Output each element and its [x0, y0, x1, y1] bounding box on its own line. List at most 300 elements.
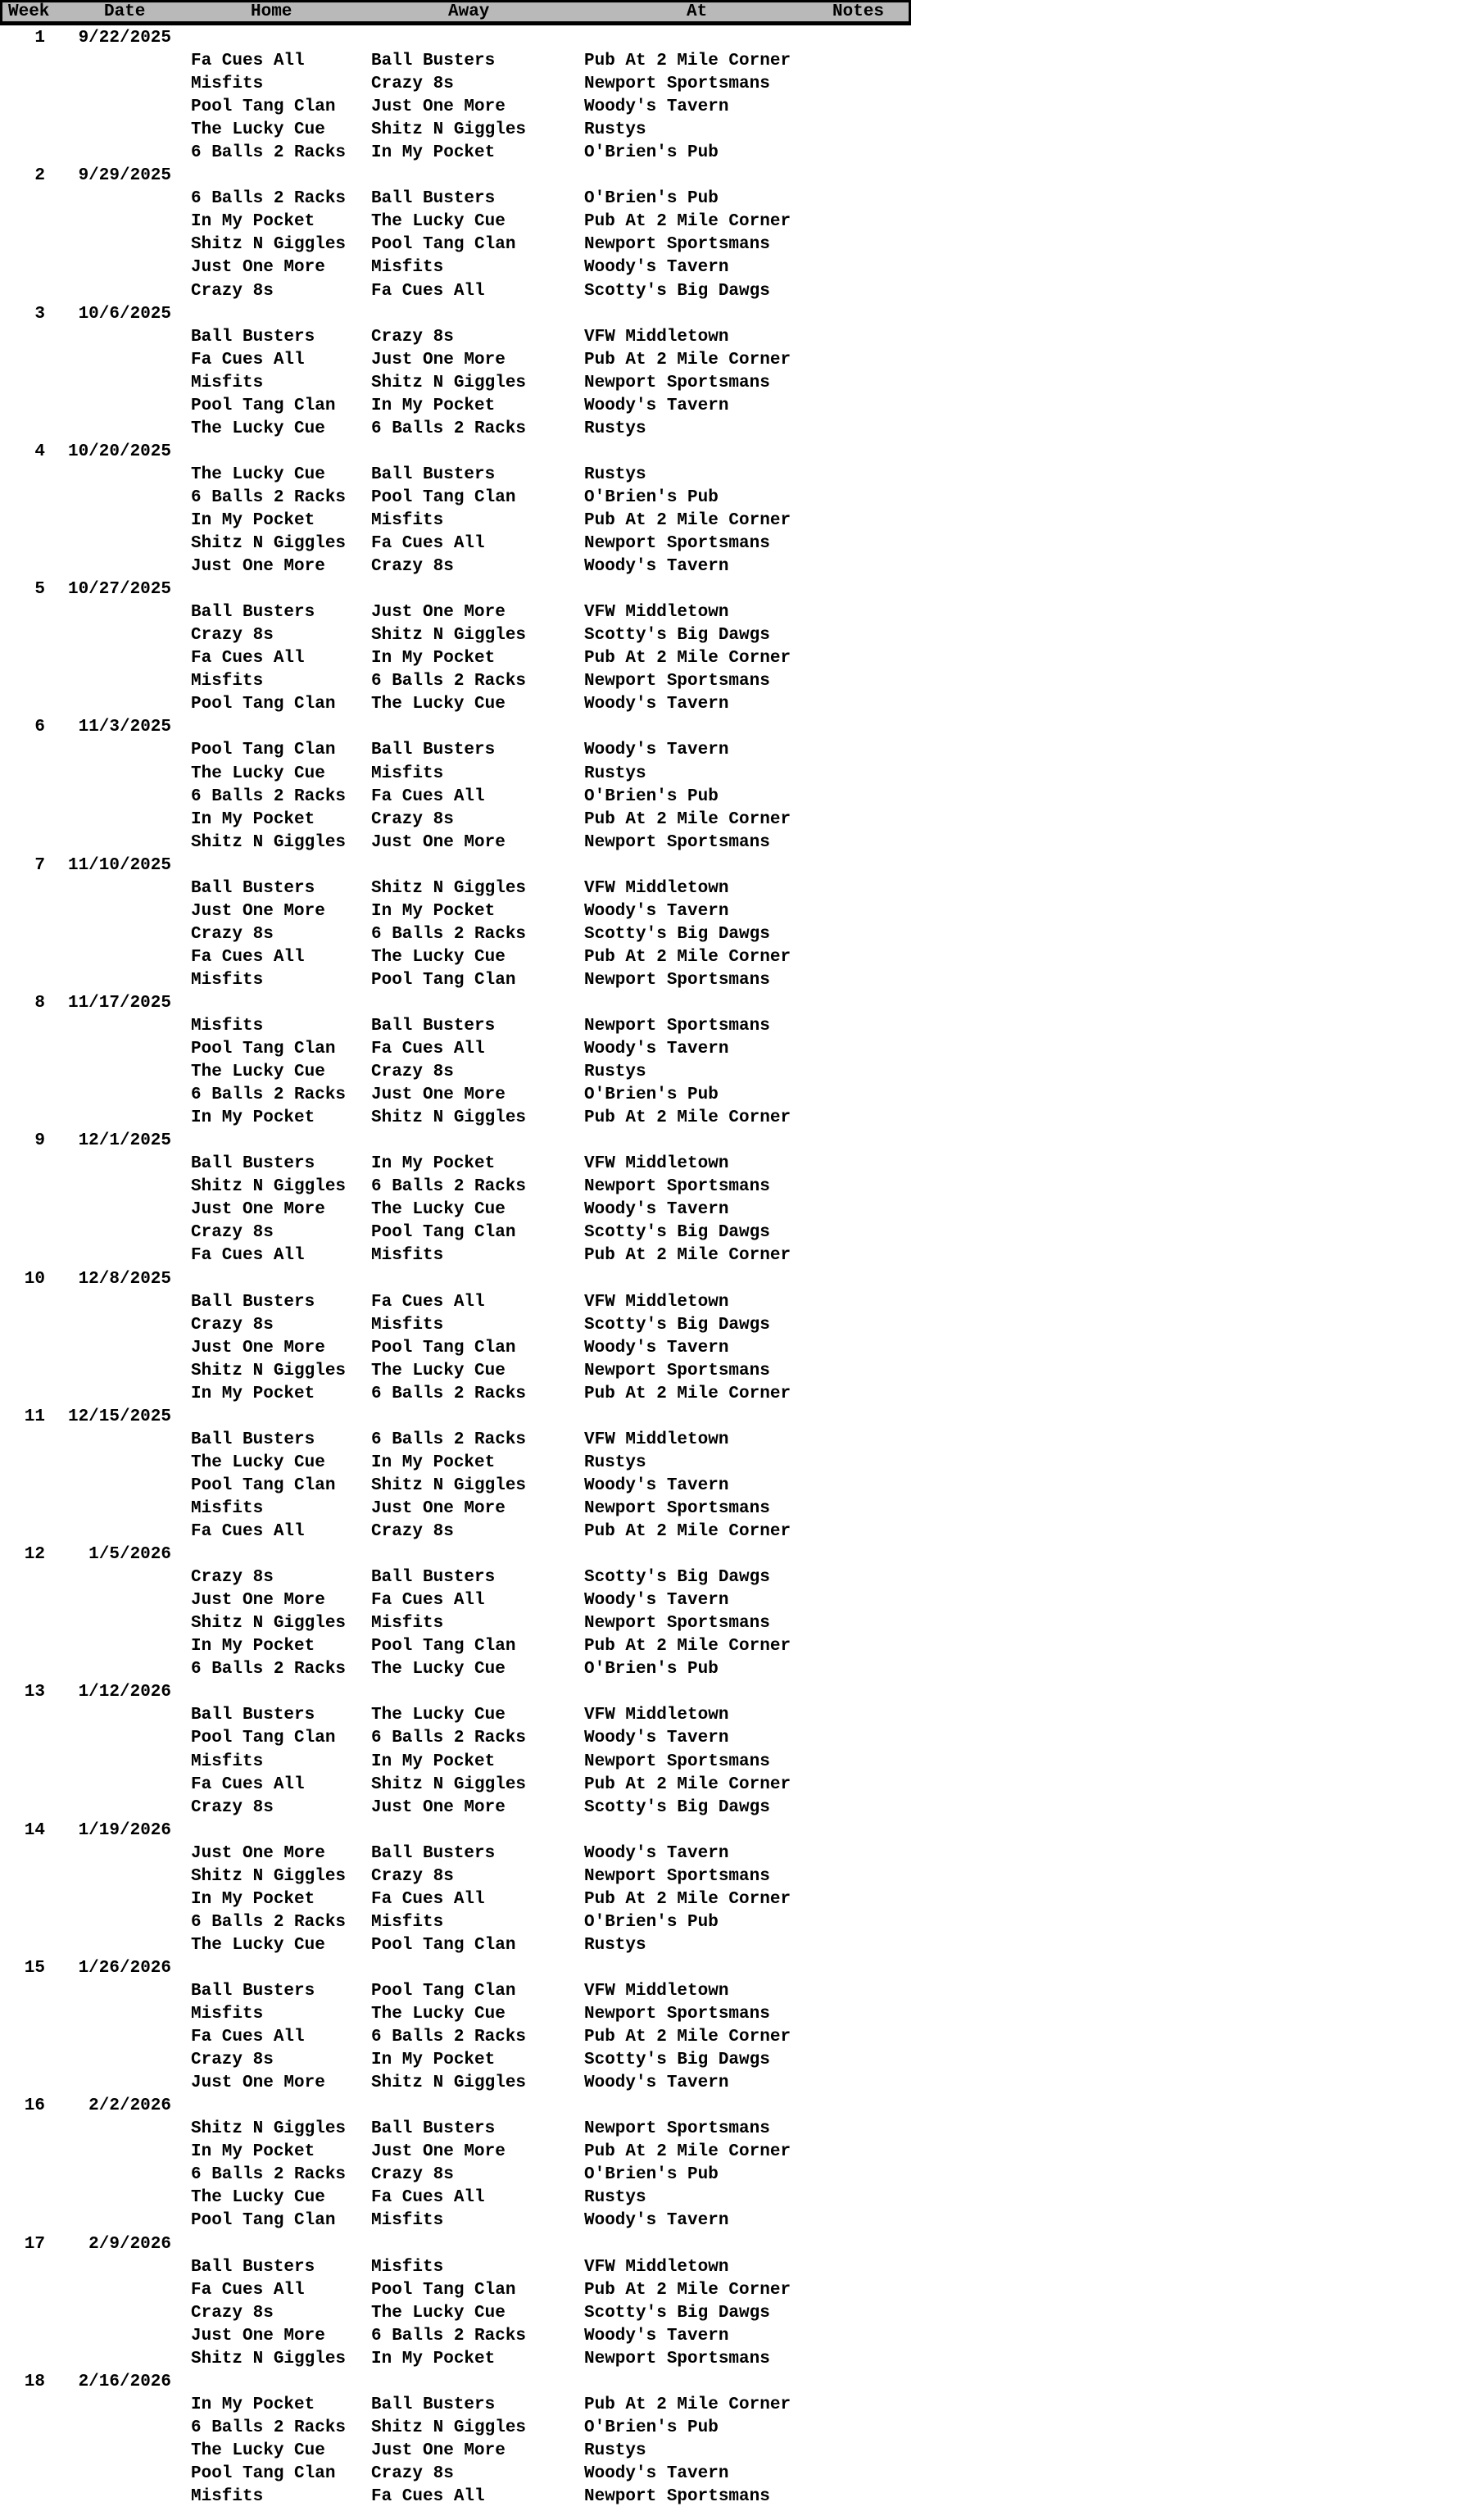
week-row	[0, 441, 1469, 464]
venue: Pub At 2 Mile Corner	[584, 1246, 791, 1266]
away-team: Just One More	[371, 832, 506, 852]
match-row	[0, 256, 1469, 279]
home-team: Shitz N Giggles	[191, 832, 347, 852]
table-header	[0, 0, 911, 25]
match-row	[0, 1774, 1469, 1797]
venue: Pub At 2 Mile Corner	[584, 809, 791, 829]
venue: Pub At 2 Mile Corner	[584, 1637, 791, 1657]
match-row	[0, 1612, 1469, 1635]
home-team: Ball Busters	[191, 1981, 315, 2001]
match-row	[0, 1084, 1469, 1107]
home-team: Shitz N Giggles	[191, 235, 347, 255]
home-team: Shitz N Giggles	[191, 534, 347, 554]
away-team: 6 Balls 2 Racks	[371, 672, 527, 691]
week-date: 10/6/2025	[78, 304, 171, 324]
venue: Woody's Tavern	[584, 901, 729, 921]
home-team: Fa Cues All	[191, 1522, 305, 1542]
week-number: 9	[34, 1131, 45, 1151]
venue: Pub At 2 Mile Corner	[584, 350, 791, 369]
venue: Newport Sportsmans	[584, 534, 770, 554]
home-team: Ball Busters	[191, 603, 315, 623]
home-team: 6 Balls 2 Racks	[191, 786, 347, 806]
away-team: Shitz N Giggles	[371, 1774, 527, 1794]
home-team: The Lucky Cue	[191, 1935, 325, 1955]
home-team: 6 Balls 2 Racks	[191, 1086, 347, 1105]
week-date: 9/29/2025	[78, 166, 171, 186]
venue: Rustys	[584, 120, 646, 140]
venue: VFW Middletown	[584, 1154, 729, 1174]
away-team: Shitz N Giggles	[371, 120, 527, 140]
home-team: Pool Tang Clan	[191, 741, 336, 760]
venue: Woody's Tavern	[584, 741, 729, 760]
match-row	[0, 1221, 1469, 1244]
home-team: Just One More	[191, 1843, 325, 1863]
away-team: Ball Busters	[371, 52, 496, 71]
venue: VFW Middletown	[584, 2257, 729, 2277]
away-team: The Lucky Cue	[371, 2303, 506, 2323]
venue: Newport Sportsmans	[584, 2487, 770, 2507]
home-team: Just One More	[191, 1591, 325, 1611]
home-team: Fa Cues All	[191, 52, 305, 71]
column-header-away: Away	[448, 2, 490, 21]
venue: Scotty's Big Dawgs	[584, 1797, 770, 1817]
away-team: Crazy 8s	[371, 327, 454, 347]
match-row	[0, 877, 1469, 900]
venue: Rustys	[584, 1063, 646, 1082]
match-row	[0, 1038, 1469, 1061]
venue: Woody's Tavern	[584, 557, 729, 577]
home-team: Fa Cues All	[191, 1774, 305, 1794]
home-team: The Lucky Cue	[191, 419, 325, 438]
home-team: Pool Tang Clan	[191, 1475, 336, 1495]
home-team: Misfits	[191, 2487, 264, 2507]
away-team: In My Pocket	[371, 1453, 496, 1472]
column-header-notes: Notes	[832, 2, 885, 21]
away-team: 6 Balls 2 Racks	[371, 2326, 527, 2346]
week-number: 2	[34, 166, 45, 186]
week-row	[0, 1406, 1469, 1429]
week-number: 14	[24, 1820, 45, 1840]
match-row	[0, 2348, 1469, 2371]
match-row	[0, 372, 1469, 395]
week-date: 10/27/2025	[67, 580, 171, 600]
home-team: Just One More	[191, 1338, 325, 1357]
match-row	[0, 670, 1469, 693]
match-row	[0, 2072, 1469, 2095]
match-row	[0, 1751, 1469, 1774]
away-team: Shitz N Giggles	[371, 2074, 527, 2093]
match-row	[0, 142, 1469, 165]
venue: Scotty's Big Dawgs	[584, 1223, 770, 1243]
week-row	[0, 716, 1469, 739]
week-number: 16	[24, 2096, 45, 2116]
home-team: Just One More	[191, 2074, 325, 2093]
match-row	[0, 487, 1469, 510]
match-row	[0, 763, 1469, 786]
venue: Pub At 2 Mile Corner	[584, 1889, 791, 1909]
away-team: Shitz N Giggles	[371, 373, 527, 392]
away-team: 6 Balls 2 Racks	[371, 419, 527, 438]
away-team: 6 Balls 2 Racks	[371, 924, 527, 944]
venue: Pub At 2 Mile Corner	[584, 52, 791, 71]
home-team: Shitz N Giggles	[191, 2349, 347, 2368]
home-team: Misfits	[191, 1499, 264, 1518]
match-row	[0, 2003, 1469, 2026]
week-number: 6	[34, 718, 45, 737]
match-row	[0, 96, 1469, 119]
week-row	[0, 992, 1469, 1015]
match-row	[0, 1635, 1469, 1658]
venue: Rustys	[584, 764, 646, 783]
away-team: Just One More	[371, 350, 506, 369]
away-team: 6 Balls 2 Racks	[371, 1384, 527, 1403]
home-team: Crazy 8s	[191, 2051, 274, 2070]
away-team: 6 Balls 2 Racks	[371, 1430, 527, 1449]
away-team: Fa Cues All	[371, 2188, 485, 2208]
away-team: 6 Balls 2 Racks	[371, 2028, 527, 2047]
away-team: Pool Tang Clan	[371, 1981, 516, 2001]
away-team: Fa Cues All	[371, 1591, 485, 1611]
week-row	[0, 854, 1469, 877]
week-date: 12/8/2025	[78, 1269, 171, 1289]
away-team: Just One More	[371, 1797, 506, 1817]
week-row	[0, 1130, 1469, 1153]
week-number: 13	[24, 1683, 45, 1702]
venue: O'Brien's Pub	[584, 1660, 719, 1679]
venue: Scotty's Big Dawgs	[584, 626, 770, 646]
away-team: Crazy 8s	[371, 2165, 454, 2185]
away-team: Ball Busters	[371, 2395, 496, 2414]
match-row	[0, 1360, 1469, 1383]
match-row	[0, 280, 1469, 303]
week-date: 1/26/2026	[78, 1958, 171, 1978]
match-row	[0, 2049, 1469, 2072]
week-date: 10/20/2025	[67, 442, 171, 461]
venue: VFW Middletown	[584, 878, 729, 898]
match-row	[0, 1842, 1469, 1865]
home-team: In My Pocket	[191, 212, 315, 232]
away-team: The Lucky Cue	[371, 1200, 506, 1220]
venue: O'Brien's Pub	[584, 1086, 719, 1105]
venue: Newport Sportsmans	[584, 1614, 770, 1634]
match-row	[0, 2164, 1469, 2187]
week-date: 11/10/2025	[67, 855, 171, 875]
home-team: Crazy 8s	[191, 2303, 274, 2323]
away-team: Pool Tang Clan	[371, 1935, 516, 1955]
away-team: Shitz N Giggles	[371, 1108, 527, 1128]
venue: Newport Sportsmans	[584, 235, 770, 255]
venue: Newport Sportsmans	[584, 75, 770, 94]
match-row	[0, 1498, 1469, 1521]
venue: Newport Sportsmans	[584, 1361, 770, 1380]
away-team: Fa Cues All	[371, 1040, 485, 1059]
venue: Pub At 2 Mile Corner	[584, 649, 791, 669]
away-team: Crazy 8s	[371, 1866, 454, 1886]
venue: Scotty's Big Dawgs	[584, 924, 770, 944]
match-row	[0, 533, 1469, 555]
week-number: 18	[24, 2372, 45, 2391]
week-number: 15	[24, 1958, 45, 1978]
away-team: Just One More	[371, 2441, 506, 2460]
venue: VFW Middletown	[584, 603, 729, 623]
venue: Newport Sportsmans	[584, 970, 770, 990]
home-team: Just One More	[191, 2326, 325, 2346]
match-row	[0, 1199, 1469, 1221]
week-row	[0, 1820, 1469, 1842]
week-row	[0, 27, 1469, 50]
venue: Newport Sportsmans	[584, 2349, 770, 2368]
match-row	[0, 349, 1469, 372]
home-team: Crazy 8s	[191, 281, 274, 301]
venue: Newport Sportsmans	[584, 373, 770, 392]
match-row	[0, 119, 1469, 142]
home-team: 6 Balls 2 Racks	[191, 1912, 347, 1932]
match-row	[0, 1153, 1469, 1176]
home-team: In My Pocket	[191, 2142, 315, 2162]
match-row	[0, 395, 1469, 418]
match-row	[0, 1475, 1469, 1498]
home-team: Pool Tang Clan	[191, 1040, 336, 1059]
venue: Woody's Tavern	[584, 1729, 729, 1748]
away-team: Just One More	[371, 603, 506, 623]
venue: Woody's Tavern	[584, 1591, 729, 1611]
home-team: Ball Busters	[191, 327, 315, 347]
week-date: 12/15/2025	[67, 1407, 171, 1426]
venue: Woody's Tavern	[584, 1040, 729, 1059]
venue: O'Brien's Pub	[584, 2165, 719, 2185]
match-row	[0, 923, 1469, 946]
home-team: Ball Busters	[191, 1706, 315, 1725]
home-team: Pool Tang Clan	[191, 396, 336, 415]
home-team: 6 Balls 2 Racks	[191, 143, 347, 163]
match-row	[0, 900, 1469, 923]
match-row	[0, 2118, 1469, 2141]
home-team: Just One More	[191, 1200, 325, 1220]
away-team: In My Pocket	[371, 649, 496, 669]
home-team: Misfits	[191, 1752, 264, 1771]
match-row	[0, 1888, 1469, 1911]
venue: O'Brien's Pub	[584, 143, 719, 163]
away-team: Ball Busters	[371, 1568, 496, 1588]
home-team: 6 Balls 2 Racks	[191, 2418, 347, 2437]
match-row	[0, 2187, 1469, 2210]
venue: Pub At 2 Mile Corner	[584, 2395, 791, 2414]
match-row	[0, 1704, 1469, 1727]
home-team: Shitz N Giggles	[191, 1614, 347, 1634]
venue: Scotty's Big Dawgs	[584, 2303, 770, 2323]
match-row	[0, 2440, 1469, 2463]
match-row	[0, 50, 1469, 73]
home-team: Pool Tang Clan	[191, 695, 336, 714]
venue: Newport Sportsmans	[584, 2005, 770, 2024]
home-team: Just One More	[191, 557, 325, 577]
home-team: Misfits	[191, 75, 264, 94]
week-number: 8	[34, 993, 45, 1013]
away-team: Ball Busters	[371, 465, 496, 484]
match-row	[0, 1314, 1469, 1337]
match-row	[0, 1337, 1469, 1360]
match-row	[0, 1566, 1469, 1589]
match-row	[0, 326, 1469, 349]
venue: Rustys	[584, 419, 646, 438]
match-row	[0, 510, 1469, 533]
away-team: Crazy 8s	[371, 1522, 454, 1542]
venue: O'Brien's Pub	[584, 2418, 719, 2437]
match-row	[0, 2325, 1469, 2348]
match-row	[0, 1658, 1469, 1681]
home-team: In My Pocket	[191, 1637, 315, 1657]
venue: Pub At 2 Mile Corner	[584, 2028, 791, 2047]
venue: VFW Middletown	[584, 327, 729, 347]
home-team: 6 Balls 2 Racks	[191, 487, 347, 507]
away-team: Fa Cues All	[371, 534, 485, 554]
home-team: Ball Busters	[191, 2257, 315, 2277]
week-row	[0, 1268, 1469, 1291]
away-team: Misfits	[371, 510, 444, 530]
away-team: Crazy 8s	[371, 75, 454, 94]
home-team: Shitz N Giggles	[191, 1866, 347, 1886]
week-row	[0, 303, 1469, 326]
venue: Woody's Tavern	[584, 695, 729, 714]
match-row	[0, 2417, 1469, 2440]
week-date: 11/17/2025	[67, 993, 171, 1013]
match-row	[0, 1107, 1469, 1130]
venue: Woody's Tavern	[584, 2074, 729, 2093]
away-team: Misfits	[371, 764, 444, 783]
away-team: Misfits	[371, 1315, 444, 1335]
away-team: Crazy 8s	[371, 809, 454, 829]
venue: Rustys	[584, 1935, 646, 1955]
venue: Newport Sportsmans	[584, 1177, 770, 1197]
home-team: The Lucky Cue	[191, 764, 325, 783]
match-row	[0, 1429, 1469, 1452]
week-number: 12	[24, 1545, 45, 1565]
away-team: The Lucky Cue	[371, 1660, 506, 1679]
week-number: 4	[34, 442, 45, 461]
match-row	[0, 1865, 1469, 1888]
match-row	[0, 1980, 1469, 2003]
away-team: Fa Cues All	[371, 1292, 485, 1312]
home-team: Just One More	[191, 901, 325, 921]
week-row	[0, 1543, 1469, 1566]
home-team: The Lucky Cue	[191, 465, 325, 484]
away-team: In My Pocket	[371, 2349, 496, 2368]
match-row	[0, 2026, 1469, 2049]
home-team: Crazy 8s	[191, 924, 274, 944]
week-number: 7	[34, 855, 45, 875]
match-row	[0, 1383, 1469, 1406]
away-team: Pool Tang Clan	[371, 235, 516, 255]
away-team: The Lucky Cue	[371, 2005, 506, 2024]
venue: Woody's Tavern	[584, 2326, 729, 2346]
home-team: Just One More	[191, 258, 325, 278]
week-date: 2/16/2026	[78, 2372, 171, 2391]
home-team: The Lucky Cue	[191, 2441, 325, 2460]
away-team: Pool Tang Clan	[371, 1223, 516, 1243]
week-date: 11/3/2025	[78, 718, 171, 737]
venue: Newport Sportsmans	[584, 1866, 770, 1886]
venue: Woody's Tavern	[584, 1475, 729, 1495]
home-team: In My Pocket	[191, 1384, 315, 1403]
match-row	[0, 464, 1469, 487]
home-team: The Lucky Cue	[191, 2188, 325, 2208]
venue: Woody's Tavern	[584, 258, 729, 278]
away-team: The Lucky Cue	[371, 1361, 506, 1380]
venue: Scotty's Big Dawgs	[584, 1568, 770, 1588]
week-date: 2/9/2026	[88, 2234, 171, 2254]
venue: Pub At 2 Mile Corner	[584, 1522, 791, 1542]
away-team: Crazy 8s	[371, 557, 454, 577]
match-row	[0, 693, 1469, 716]
venue: Scotty's Big Dawgs	[584, 281, 770, 301]
away-team: Pool Tang Clan	[371, 2280, 516, 2300]
home-team: Crazy 8s	[191, 1568, 274, 1588]
column-header-home: Home	[251, 2, 292, 21]
away-team: Fa Cues All	[371, 786, 485, 806]
away-team: The Lucky Cue	[371, 1706, 506, 1725]
match-row	[0, 1061, 1469, 1084]
match-row	[0, 233, 1469, 256]
week-row	[0, 2095, 1469, 2118]
venue: Pub At 2 Mile Corner	[584, 212, 791, 232]
away-team: Shitz N Giggles	[371, 1475, 527, 1495]
week-date: 1/19/2026	[78, 1820, 171, 1840]
match-row	[0, 739, 1469, 762]
home-team: Fa Cues All	[191, 1246, 305, 1266]
home-team: In My Pocket	[191, 2395, 315, 2414]
week-row	[0, 2233, 1469, 2256]
match-row	[0, 2486, 1469, 2509]
week-date: 1/12/2026	[78, 1683, 171, 1702]
home-team: The Lucky Cue	[191, 1063, 325, 1082]
venue: O'Brien's Pub	[584, 786, 719, 806]
column-header-at: At	[687, 2, 708, 21]
venue: Scotty's Big Dawgs	[584, 2051, 770, 2070]
home-team: Crazy 8s	[191, 1315, 274, 1335]
home-team: Ball Busters	[191, 878, 315, 898]
venue: VFW Middletown	[584, 1430, 729, 1449]
week-number: 5	[34, 580, 45, 600]
home-team: Shitz N Giggles	[191, 2119, 347, 2139]
home-team: 6 Balls 2 Racks	[191, 2165, 347, 2185]
home-team: Misfits	[191, 373, 264, 392]
home-team: Crazy 8s	[191, 1797, 274, 1817]
away-team: Pool Tang Clan	[371, 1637, 516, 1657]
home-team: Shitz N Giggles	[191, 1177, 347, 1197]
away-team: Pool Tang Clan	[371, 970, 516, 990]
match-row	[0, 1176, 1469, 1199]
home-team: Fa Cues All	[191, 350, 305, 369]
home-team: Ball Busters	[191, 1430, 315, 1449]
column-header-date: Date	[104, 2, 146, 21]
away-team: Misfits	[371, 2257, 444, 2277]
venue: Woody's Tavern	[584, 1843, 729, 1863]
home-team: Fa Cues All	[191, 947, 305, 967]
venue: Newport Sportsmans	[584, 2119, 770, 2139]
home-team: Fa Cues All	[191, 2280, 305, 2300]
home-team: Ball Busters	[191, 1154, 315, 1174]
away-team: Misfits	[371, 1246, 444, 1266]
match-row	[0, 2463, 1469, 2486]
week-row	[0, 2371, 1469, 2394]
home-team: Fa Cues All	[191, 649, 305, 669]
home-team: 6 Balls 2 Racks	[191, 189, 347, 209]
venue: Newport Sportsmans	[584, 672, 770, 691]
home-team: The Lucky Cue	[191, 120, 325, 140]
match-row	[0, 73, 1469, 96]
venue: Newport Sportsmans	[584, 1017, 770, 1036]
match-row	[0, 832, 1469, 854]
